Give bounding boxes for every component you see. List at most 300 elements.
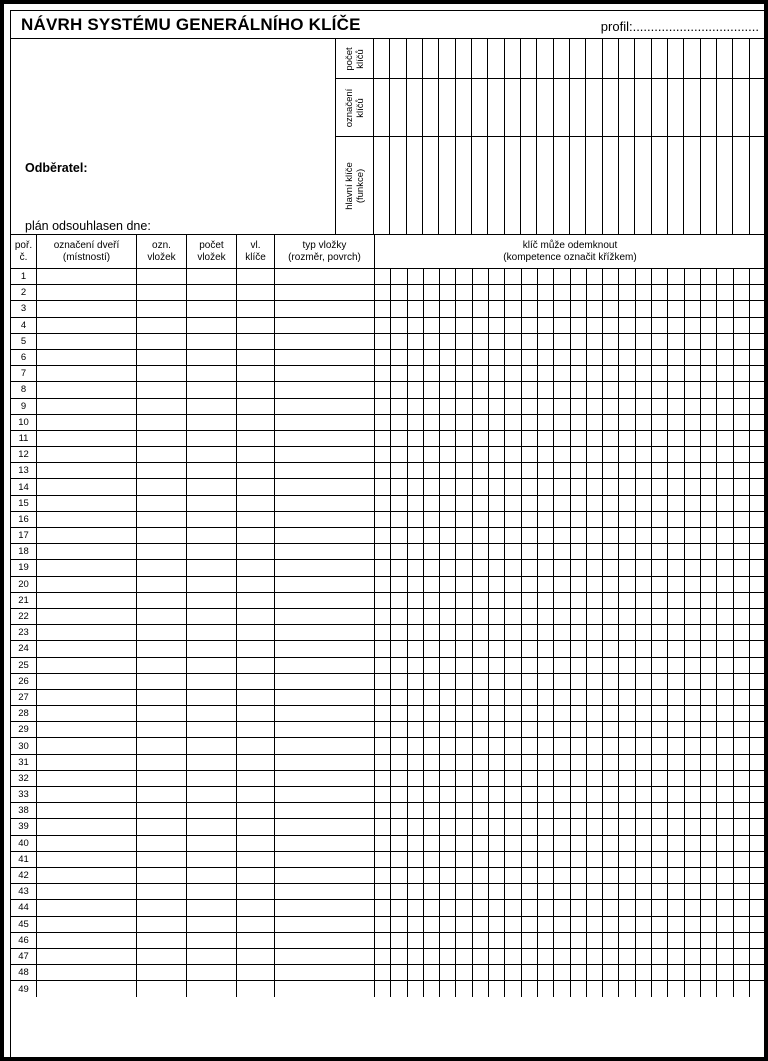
competence-cell[interactable] [750,868,765,883]
competence-cell[interactable] [587,463,603,478]
competence-cell[interactable] [603,560,619,575]
competence-cell[interactable] [734,803,750,818]
competence-cell[interactable] [717,431,733,446]
own-keys-cell[interactable] [237,884,275,899]
competence-cell[interactable] [440,496,456,511]
competence-cell[interactable] [424,447,440,462]
competence-cell[interactable] [619,318,635,333]
competence-cell[interactable] [375,350,391,365]
cylinder-count-cell[interactable] [187,884,237,899]
competence-cell[interactable] [652,512,668,527]
competence-cell[interactable] [619,917,635,932]
competence-cell[interactable] [603,431,619,446]
own-keys-cell[interactable] [237,868,275,883]
competence-cell[interactable] [440,706,456,721]
competence-cell[interactable] [668,350,684,365]
competence-cell[interactable] [408,771,424,786]
own-keys-cell[interactable] [237,641,275,656]
competence-cell[interactable] [734,399,750,414]
competence-cell[interactable] [391,318,407,333]
competence-cell[interactable] [571,868,587,883]
competence-cell[interactable] [734,593,750,608]
competence-cell[interactable] [391,706,407,721]
header-master-key-cell[interactable] [439,137,454,235]
competence-cell[interactable] [587,852,603,867]
cylinder-type-cell[interactable] [275,544,375,559]
header-master-key-cell[interactable] [603,137,618,235]
competence-cell[interactable] [636,884,652,899]
competence-cell[interactable] [391,836,407,851]
competence-cell[interactable] [391,738,407,753]
competence-cell[interactable] [505,917,521,932]
competence-cell[interactable] [603,577,619,592]
competence-cell[interactable] [375,366,391,381]
cylinder-count-cell[interactable] [187,382,237,397]
competence-cell[interactable] [717,949,733,964]
competence-cell[interactable] [522,350,538,365]
competence-cell[interactable] [619,690,635,705]
competence-cell[interactable] [636,836,652,851]
cylinder-mark-cell[interactable] [137,285,187,300]
competence-cell[interactable] [652,706,668,721]
competence-cell[interactable] [619,836,635,851]
own-keys-cell[interactable] [237,285,275,300]
door-label-cell[interactable] [37,269,137,284]
competence-cell[interactable] [652,577,668,592]
competence-cell[interactable] [571,706,587,721]
header-key-mark-cell[interactable] [423,79,438,137]
competence-cell[interactable] [424,382,440,397]
header-master-key-cell[interactable] [374,137,389,235]
competence-cell[interactable] [538,674,554,689]
competence-cell[interactable] [587,334,603,349]
door-label-cell[interactable] [37,868,137,883]
own-keys-cell[interactable] [237,949,275,964]
door-label-cell[interactable] [37,496,137,511]
competence-cell[interactable] [424,917,440,932]
competence-cell[interactable] [408,560,424,575]
competence-cell[interactable] [391,933,407,948]
cylinder-count-cell[interactable] [187,512,237,527]
competence-cell[interactable] [603,965,619,980]
competence-cell[interactable] [440,609,456,624]
competence-cell[interactable] [440,399,456,414]
competence-cell[interactable] [668,528,684,543]
header-key-column[interactable] [750,39,765,234]
competence-cell[interactable] [603,738,619,753]
competence-cell[interactable] [522,512,538,527]
competence-cell[interactable] [619,625,635,640]
competence-cell[interactable] [473,350,489,365]
competence-cell[interactable] [603,771,619,786]
competence-cell[interactable] [603,301,619,316]
competence-cell[interactable] [701,917,717,932]
competence-cell[interactable] [619,803,635,818]
competence-cell[interactable] [473,512,489,527]
competence-cell[interactable] [652,544,668,559]
competence-cell[interactable] [652,431,668,446]
competence-cell[interactable] [668,366,684,381]
cylinder-count-cell[interactable] [187,301,237,316]
competence-cell[interactable] [522,819,538,834]
cylinder-type-cell[interactable] [275,350,375,365]
competence-cell[interactable] [489,560,505,575]
competence-cell[interactable] [505,528,521,543]
competence-cell[interactable] [554,917,570,932]
door-label-cell[interactable] [37,771,137,786]
competence-cell[interactable] [734,366,750,381]
own-keys-cell[interactable] [237,690,275,705]
competence-cell[interactable] [734,981,750,997]
competence-cell[interactable] [456,285,472,300]
competence-cell[interactable] [489,496,505,511]
competence-cell[interactable] [685,836,701,851]
competence-cell[interactable] [375,868,391,883]
competence-cell[interactable] [456,819,472,834]
competence-cell[interactable] [538,463,554,478]
competence-cell[interactable] [391,965,407,980]
competence-cell[interactable] [424,560,440,575]
competence-cell[interactable] [587,641,603,656]
competence-cell[interactable] [619,285,635,300]
competence-cell[interactable] [603,706,619,721]
competence-cell[interactable] [652,674,668,689]
competence-cell[interactable] [538,852,554,867]
competence-cell[interactable] [505,318,521,333]
cylinder-count-cell[interactable] [187,431,237,446]
door-label-cell[interactable] [37,900,137,915]
competence-cell[interactable] [522,593,538,608]
competence-cell[interactable] [652,560,668,575]
competence-cell[interactable] [473,933,489,948]
competence-cell[interactable] [571,690,587,705]
competence-cell[interactable] [489,933,505,948]
competence-cell[interactable] [408,803,424,818]
competence-cell[interactable] [619,528,635,543]
competence-cell[interactable] [685,771,701,786]
competence-cell[interactable] [587,415,603,430]
competence-cell[interactable] [636,771,652,786]
competence-cell[interactable] [554,399,570,414]
competence-cell[interactable] [734,528,750,543]
competence-cell[interactable] [456,301,472,316]
cylinder-mark-cell[interactable] [137,949,187,964]
competence-cell[interactable] [734,431,750,446]
competence-cell[interactable] [522,382,538,397]
competence-cell[interactable] [456,787,472,802]
competence-cell[interactable] [685,949,701,964]
competence-cell[interactable] [734,463,750,478]
header-key-count-cell[interactable] [456,39,471,79]
competence-cell[interactable] [522,609,538,624]
competence-cell[interactable] [652,852,668,867]
cylinder-type-cell[interactable] [275,965,375,980]
competence-cell[interactable] [538,917,554,932]
competence-cell[interactable] [554,301,570,316]
header-master-key-cell[interactable] [652,137,667,235]
competence-cell[interactable] [505,771,521,786]
header-key-column[interactable] [488,39,504,234]
competence-cell[interactable] [668,884,684,899]
competence-cell[interactable] [456,269,472,284]
competence-cell[interactable] [522,544,538,559]
competence-cell[interactable] [456,771,472,786]
competence-cell[interactable] [522,900,538,915]
competence-cell[interactable] [619,900,635,915]
header-key-count-cell[interactable] [684,39,699,79]
header-key-mark-cell[interactable] [521,79,536,137]
competence-cell[interactable] [408,917,424,932]
competence-cell[interactable] [603,917,619,932]
competence-cell[interactable] [717,803,733,818]
competence-cell[interactable] [473,738,489,753]
competence-cell[interactable] [685,528,701,543]
door-label-cell[interactable] [37,560,137,575]
cylinder-type-cell[interactable] [275,738,375,753]
competence-cell[interactable] [456,917,472,932]
competence-cell[interactable] [636,269,652,284]
competence-cell[interactable] [717,382,733,397]
competence-cell[interactable] [701,593,717,608]
competence-cell[interactable] [538,641,554,656]
competence-cell[interactable] [668,382,684,397]
competence-cell[interactable] [701,981,717,997]
competence-cell[interactable] [456,318,472,333]
header-key-mark-cell[interactable] [537,79,552,137]
competence-cell[interactable] [636,917,652,932]
competence-cell[interactable] [734,658,750,673]
competence-cell[interactable] [375,852,391,867]
competence-cell[interactable] [571,366,587,381]
cylinder-type-cell[interactable] [275,803,375,818]
competence-cell[interactable] [538,658,554,673]
competence-cell[interactable] [685,560,701,575]
competence-cell[interactable] [424,544,440,559]
cylinder-mark-cell[interactable] [137,868,187,883]
cylinder-mark-cell[interactable] [137,900,187,915]
competence-cell[interactable] [668,868,684,883]
door-label-cell[interactable] [37,350,137,365]
competence-cell[interactable] [440,819,456,834]
competence-cell[interactable] [473,900,489,915]
competence-cell[interactable] [750,641,765,656]
competence-cell[interactable] [473,836,489,851]
competence-cell[interactable] [587,544,603,559]
competence-cell[interactable] [685,884,701,899]
competence-cell[interactable] [603,836,619,851]
competence-cell[interactable] [375,706,391,721]
competence-cell[interactable] [685,318,701,333]
competence-cell[interactable] [424,900,440,915]
cylinder-type-cell[interactable] [275,836,375,851]
competence-cell[interactable] [554,269,570,284]
competence-cell[interactable] [750,560,765,575]
cylinder-type-cell[interactable] [275,577,375,592]
competence-cell[interactable] [391,755,407,770]
competence-cell[interactable] [440,301,456,316]
competence-cell[interactable] [554,787,570,802]
competence-cell[interactable] [505,431,521,446]
cylinder-mark-cell[interactable] [137,512,187,527]
competence-cell[interactable] [668,819,684,834]
cylinder-count-cell[interactable] [187,318,237,333]
competence-cell[interactable] [587,577,603,592]
competence-cell[interactable] [636,641,652,656]
cylinder-count-cell[interactable] [187,900,237,915]
competence-cell[interactable] [456,949,472,964]
competence-cell[interactable] [440,318,456,333]
competence-cell[interactable] [652,803,668,818]
competence-cell[interactable] [619,722,635,737]
competence-cell[interactable] [391,577,407,592]
own-keys-cell[interactable] [237,933,275,948]
competence-cell[interactable] [473,868,489,883]
competence-cell[interactable] [424,496,440,511]
competence-cell[interactable] [408,318,424,333]
competence-cell[interactable] [619,334,635,349]
competence-cell[interactable] [587,706,603,721]
door-label-cell[interactable] [37,285,137,300]
door-label-cell[interactable] [37,479,137,494]
cylinder-type-cell[interactable] [275,382,375,397]
competence-cell[interactable] [440,868,456,883]
competence-cell[interactable] [424,625,440,640]
competence-cell[interactable] [473,755,489,770]
competence-cell[interactable] [734,577,750,592]
competence-cell[interactable] [734,900,750,915]
competence-cell[interactable] [375,415,391,430]
competence-cell[interactable] [538,431,554,446]
competence-cell[interactable] [668,544,684,559]
header-key-count-cell[interactable] [423,39,438,79]
competence-cell[interactable] [652,787,668,802]
competence-cell[interactable] [424,318,440,333]
door-label-cell[interactable] [37,674,137,689]
header-key-mark-cell[interactable] [586,79,601,137]
own-keys-cell[interactable] [237,658,275,673]
competence-cell[interactable] [391,722,407,737]
competence-cell[interactable] [440,593,456,608]
competence-cell[interactable] [375,496,391,511]
cylinder-mark-cell[interactable] [137,560,187,575]
header-key-count-cell[interactable] [407,39,422,79]
competence-cell[interactable] [750,722,765,737]
competence-cell[interactable] [408,382,424,397]
competence-cell[interactable] [636,544,652,559]
competence-cell[interactable] [652,690,668,705]
competence-cell[interactable] [424,981,440,997]
cylinder-count-cell[interactable] [187,399,237,414]
competence-cell[interactable] [603,382,619,397]
competence-cell[interactable] [424,334,440,349]
competence-cell[interactable] [750,755,765,770]
competence-cell[interactable] [734,917,750,932]
competence-cell[interactable] [685,593,701,608]
competence-cell[interactable] [685,269,701,284]
competence-cell[interactable] [440,836,456,851]
door-label-cell[interactable] [37,836,137,851]
cylinder-mark-cell[interactable] [137,350,187,365]
header-key-mark-cell[interactable] [619,79,634,137]
competence-cell[interactable] [652,965,668,980]
competence-cell[interactable] [538,803,554,818]
competence-cell[interactable] [652,301,668,316]
cylinder-type-cell[interactable] [275,609,375,624]
competence-cell[interactable] [750,544,765,559]
competence-cell[interactable] [701,334,717,349]
competence-cell[interactable] [538,301,554,316]
competence-cell[interactable] [424,868,440,883]
cylinder-mark-cell[interactable] [137,431,187,446]
competence-cell[interactable] [571,512,587,527]
competence-cell[interactable] [489,981,505,997]
header-master-key-cell[interactable] [750,137,765,235]
competence-cell[interactable] [456,415,472,430]
competence-cell[interactable] [489,350,505,365]
competence-cell[interactable] [750,593,765,608]
header-key-count-cell[interactable] [652,39,667,79]
competence-cell[interactable] [685,512,701,527]
competence-cell[interactable] [571,496,587,511]
competence-cell[interactable] [538,771,554,786]
competence-cell[interactable] [408,868,424,883]
competence-cell[interactable] [408,512,424,527]
competence-cell[interactable] [668,399,684,414]
competence-cell[interactable] [408,722,424,737]
competence-cell[interactable] [440,334,456,349]
competence-cell[interactable] [636,301,652,316]
header-key-column[interactable] [684,39,700,234]
competence-cell[interactable] [505,496,521,511]
competence-cell[interactable] [391,787,407,802]
competence-cell[interactable] [587,625,603,640]
header-key-mark-cell[interactable] [407,79,422,137]
competence-cell[interactable] [701,463,717,478]
competence-cell[interactable] [717,722,733,737]
competence-cell[interactable] [734,496,750,511]
competence-cell[interactable] [391,884,407,899]
competence-cell[interactable] [717,479,733,494]
competence-cell[interactable] [701,706,717,721]
own-keys-cell[interactable] [237,496,275,511]
competence-cell[interactable] [685,544,701,559]
competence-cell[interactable] [717,933,733,948]
competence-cell[interactable] [505,382,521,397]
competence-cell[interactable] [734,884,750,899]
competence-cell[interactable] [456,722,472,737]
competence-cell[interactable] [473,965,489,980]
competence-cell[interactable] [717,884,733,899]
competence-cell[interactable] [456,836,472,851]
header-key-mark-cell[interactable] [488,79,503,137]
competence-cell[interactable] [750,690,765,705]
competence-cell[interactable] [473,318,489,333]
door-label-cell[interactable] [37,528,137,543]
competence-cell[interactable] [701,674,717,689]
header-master-key-cell[interactable] [423,137,438,235]
competence-cell[interactable] [440,577,456,592]
competence-cell[interactable] [391,285,407,300]
competence-cell[interactable] [489,301,505,316]
cylinder-mark-cell[interactable] [137,399,187,414]
competence-cell[interactable] [717,318,733,333]
competence-cell[interactable] [685,965,701,980]
own-keys-cell[interactable] [237,852,275,867]
competence-cell[interactable] [685,641,701,656]
competence-cell[interactable] [424,884,440,899]
competence-cell[interactable] [375,593,391,608]
competence-cell[interactable] [619,415,635,430]
